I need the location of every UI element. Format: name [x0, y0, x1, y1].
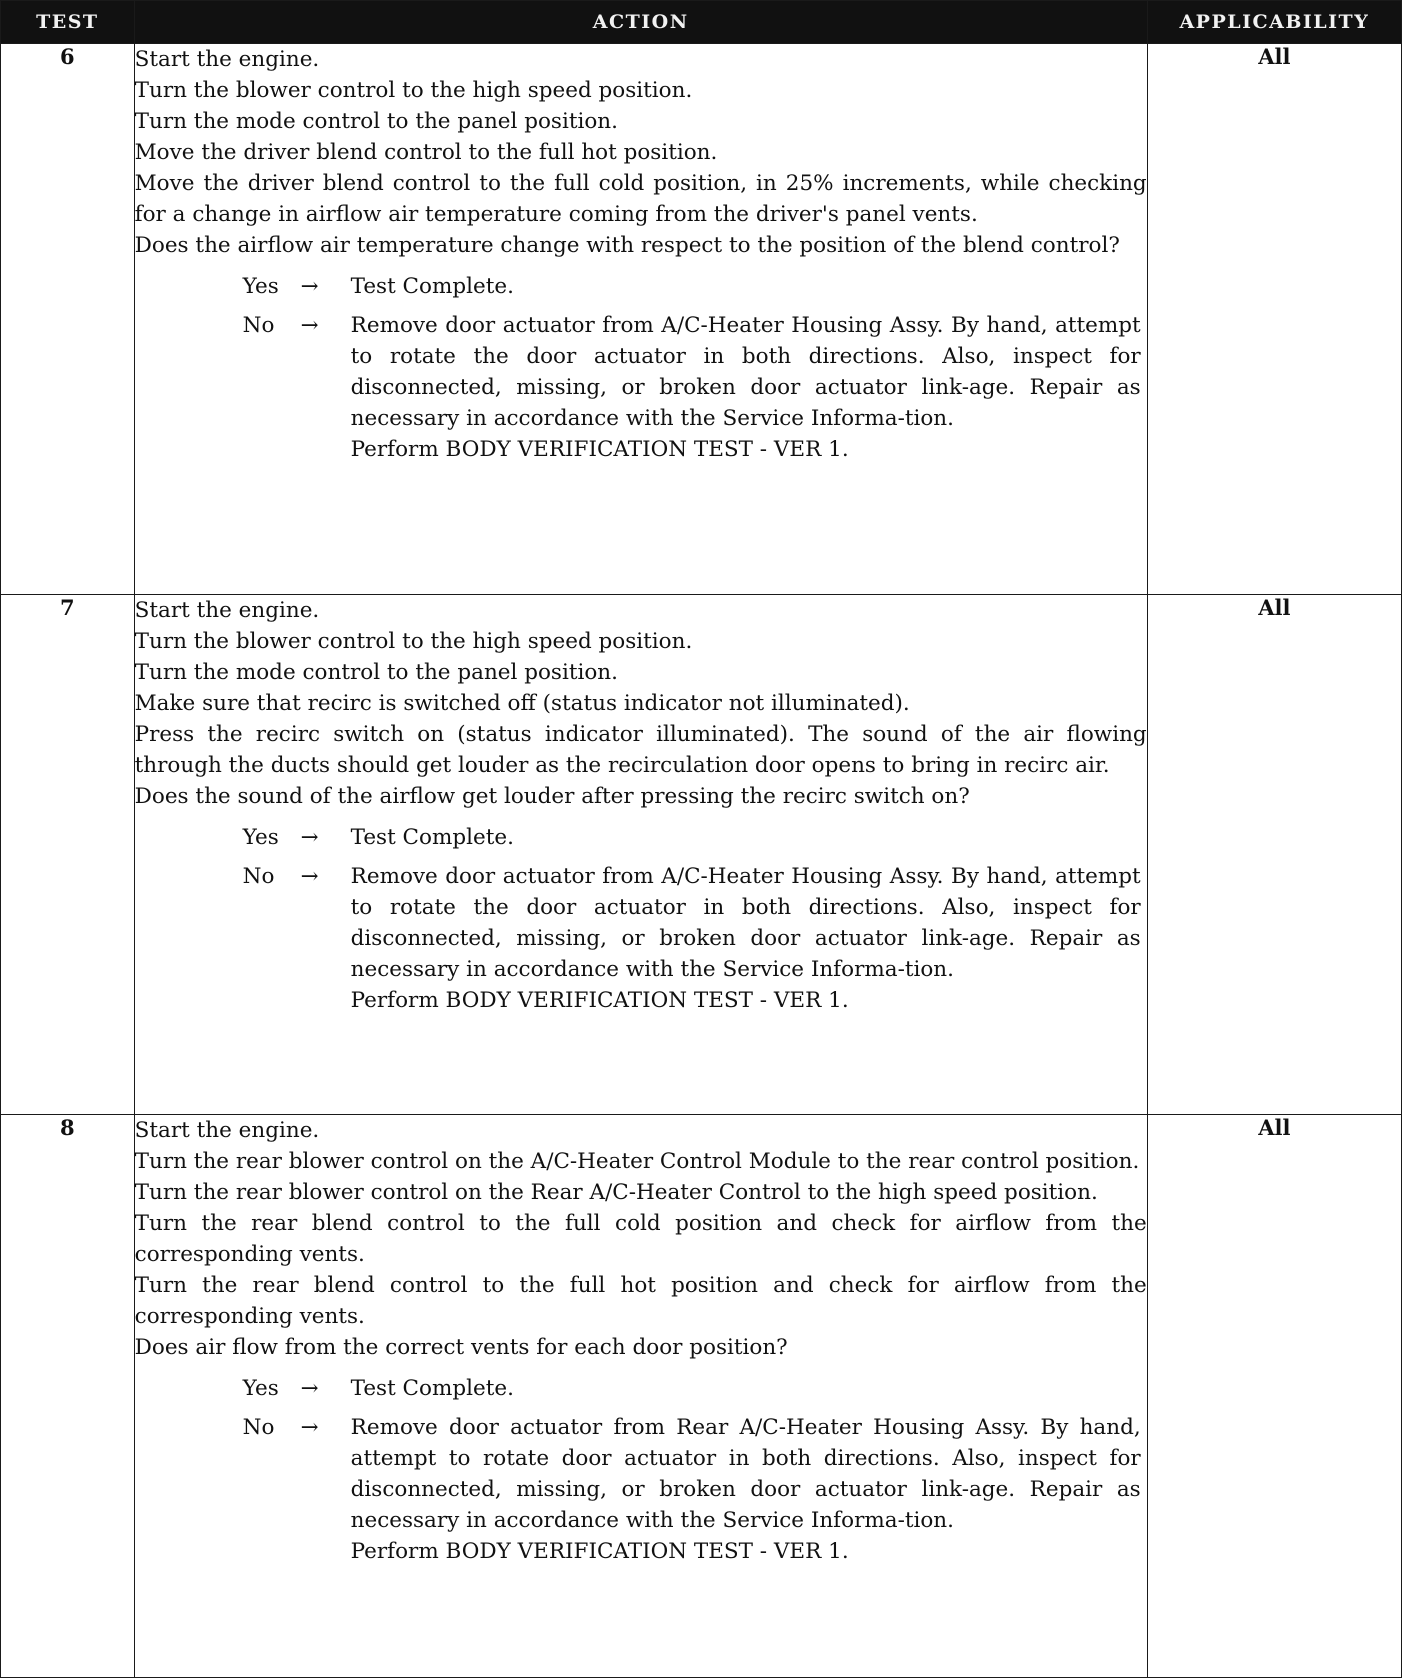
- arrow-icon: →: [300, 274, 319, 299]
- no-text: Remove door actuator from Rear A/C-Heater Housing Assy. By hand, attempt to rotate door actuator in both directions. Also, inspect for disconnected, missing, or broken door actuator link-age. Repair as necessary in accordance with the Service Informa-tion.: [350, 1415, 1141, 1534]
- answers: [135, 822, 1147, 1016]
- action-line: Turn the blower control to the high speed position.: [134, 78, 693, 103]
- applicability-value: All: [1147, 594, 1401, 1115]
- action-line: Start the engine.: [134, 47, 320, 72]
- answers: [135, 271, 1147, 465]
- action-line: Does the sound of the airflow get louder after pressing the recirc switch on?: [134, 783, 970, 809]
- action-cell: [134, 1115, 1147, 1678]
- yes-text: Test Complete.: [350, 1376, 514, 1402]
- yes-label: Yes: [242, 1376, 279, 1402]
- action-line: Start the engine.: [134, 597, 320, 623]
- action-line: Make sure that recirc is switched off (status indicator not illuminated).: [134, 690, 910, 716]
- no-label: No: [242, 1415, 275, 1441]
- arrow-icon: →: [300, 863, 319, 889]
- test-number: 6: [1, 44, 135, 595]
- yes-answer: [135, 822, 1147, 853]
- action-line: Press the recirc switch on (status indicator illuminated). The sound of the air flowing through the ducts should get louder as the recirculation door opens to bring in recirc air.: [134, 721, 1147, 778]
- table-row: [1, 594, 1402, 1115]
- test-number: 7: [1, 594, 135, 1115]
- yes-label: Yes: [242, 274, 279, 299]
- yes-text: Test Complete.: [350, 824, 514, 850]
- action-line: Move the driver blend control to the full cold position, in 25% increments, while checking for a change in airflow air temperature coming from the driver's panel vents.: [134, 171, 1147, 227]
- action-line: Turn the rear blend control to the full cold position and check for airflow from the corresponding vents.: [134, 1211, 1147, 1268]
- action-line: Turn the rear blower control on the A/C-Heater Control Module to the rear control position.: [134, 1149, 1140, 1175]
- action-line: Does the airflow air temperature change with respect to the position of the blend control?: [134, 233, 1120, 258]
- action-line: Does air flow from the correct vents for each door position?: [134, 1335, 788, 1361]
- yes-answer: [135, 1373, 1147, 1404]
- table-row: [1, 44, 1402, 595]
- applicability-value: All: [1147, 1115, 1401, 1678]
- no-perform: Perform BODY VERIFICATION TEST - VER 1.: [350, 437, 849, 462]
- yes-text: Test Complete.: [350, 274, 514, 299]
- arrow-icon: →: [300, 313, 319, 338]
- action-cell: [134, 44, 1147, 595]
- answers: [135, 1373, 1147, 1567]
- no-perform: Perform BODY VERIFICATION TEST - VER 1.: [350, 987, 849, 1013]
- arrow-icon: →: [300, 1376, 319, 1402]
- action-line: Turn the blower control to the high speed position.: [134, 628, 693, 654]
- table-row: [1, 1115, 1402, 1678]
- no-answer: [135, 861, 1147, 1016]
- action-line: Turn the mode control to the panel position.: [134, 659, 618, 685]
- no-perform: Perform BODY VERIFICATION TEST - VER 1.: [350, 1539, 849, 1565]
- action-line: Turn the mode control to the panel position.: [134, 109, 618, 134]
- applicability-value: All: [1147, 44, 1401, 595]
- header-action: ACTION: [134, 1, 1147, 44]
- action-line: Turn the rear blower control on the Rear A/C-Heater Control to the high speed position.: [134, 1180, 1098, 1206]
- action-line: Start the engine.: [134, 1118, 320, 1144]
- no-label: No: [242, 313, 275, 338]
- header-test: TEST: [1, 1, 135, 44]
- yes-answer: [135, 271, 1147, 302]
- table-header-row: [1, 1, 1402, 44]
- no-answer: [135, 1412, 1147, 1567]
- no-answer: [135, 310, 1147, 465]
- yes-label: Yes: [242, 824, 279, 850]
- header-applicability: APPLICABILITY: [1147, 1, 1401, 44]
- action-line: Turn the rear blend control to the full hot position and check for airflow from the corresponding vents.: [134, 1273, 1147, 1330]
- no-text: Remove door actuator from A/C-Heater Housing Assy. By hand, attempt to rotate the door actuator in both directions. Also, inspect for disconnected, missing, or broken door actuator link-age. Repair as necessary in accordance with the Service Informa-tion.: [350, 863, 1141, 982]
- arrow-icon: →: [300, 1415, 319, 1441]
- test-number: 8: [1, 1115, 135, 1678]
- arrow-icon: →: [300, 824, 319, 850]
- no-text: Remove door actuator from A/C-Heater Housing Assy. By hand, attempt to rotate the door actuator in both directions. Also, inspect for disconnected, missing, or broken door actuator link-age. Repair as necessary in accordance with the Service Informa-tion.: [350, 313, 1141, 431]
- no-label: No: [242, 863, 275, 889]
- action-cell: [134, 594, 1147, 1115]
- action-line: Move the driver blend control to the full hot position.: [134, 140, 718, 165]
